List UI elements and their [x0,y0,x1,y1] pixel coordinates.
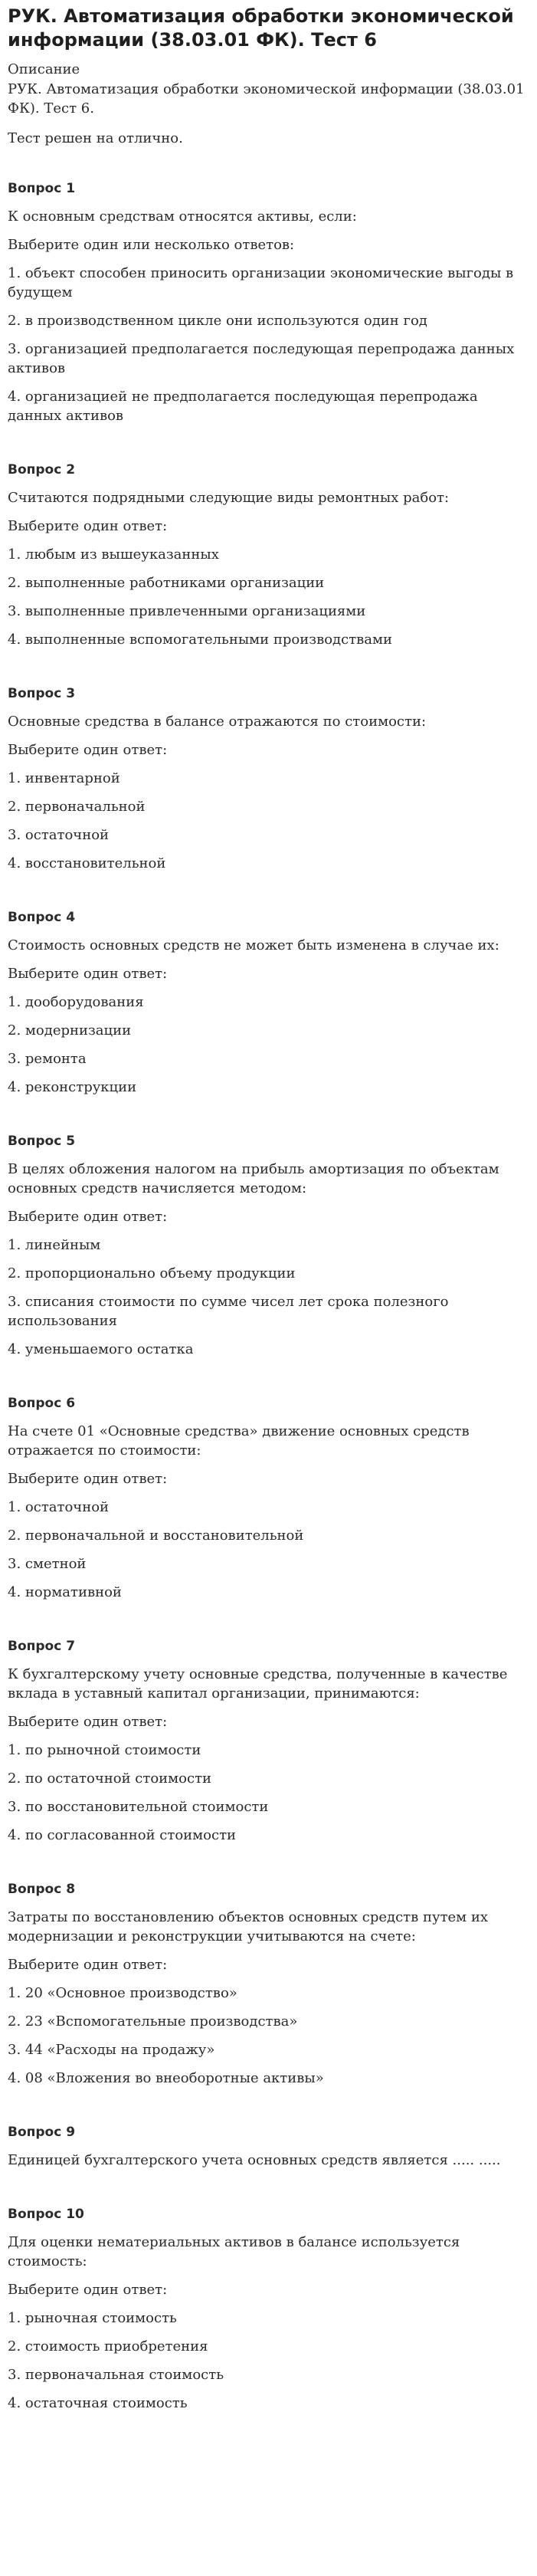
answer-option: 3. ремонта [8,1051,87,1067]
question-text: Стоимость основных средств не может быть изменена в случае их: [8,937,499,953]
question-title: Вопрос 5 [8,1134,76,1149]
question-block [8,908,529,1097]
answer-prompt: Выберите один ответ: [8,742,168,758]
answer-prompt: Выберите один ответ: [8,518,168,534]
answer-option: 4. нормативной [8,1584,122,1600]
answer-option: 4. выполненные вспомогательными производствами [8,632,393,648]
answer-option: 3. выполненные привлеченными организациями [8,603,366,619]
answer-option: 2. первоначальной [8,799,146,815]
answer-option: 3. по восстановительной стоимости [8,1799,269,1815]
question-block [8,2123,529,2170]
page-title: РУК. Автоматизация обработки экономической информации (38.03.01 ФК). Тест 6 [8,5,514,51]
answer-prompt: Выберите один ответ: [8,1471,168,1487]
answer-option: 1. любым из вышеуказанных [8,546,219,563]
description-section [8,60,529,149]
answer-option: 2. стоимость приобретения [8,2338,208,2354]
answer-prompt: Выберите один ответ: [8,1957,168,1973]
question-title: Вопрос 4 [8,910,76,925]
question-title: Вопрос 8 [8,1882,76,1897]
answer-option: 3. списания стоимости по сумме чисел лет срока полезного использования [8,1294,449,1329]
answer-option: 4. реконструкции [8,1079,137,1095]
answer-option: 4. организацией не предполагается последующая перепродажа данных активов [8,389,478,424]
question-block [8,1880,529,2088]
answer-option: 2. выполненные работниками организации [8,575,325,591]
answer-option: 1. линейным [8,1237,101,1253]
question-text: К бухгалтерскому учету основные средства, полученные в качестве вклада в уставный капитал организации, принимаются: [8,1666,508,1701]
answer-option: 1. по рыночной стоимости [8,1742,201,1758]
answer-option: 4. 08 «Вложения во внеоборотные активы» [8,2070,324,2086]
description-text: РУК. Автоматизация обработки экономической информации (38.03.01 ФК). Тест 6. [8,81,525,116]
answer-option: 3. организацией предполагается последующая перепродажа данных активов [8,341,515,376]
answer-option: 3. сметной [8,1556,87,1572]
question-text: Считаются подрядными следующие виды ремонтных работ: [8,490,450,506]
answer-option: 1. дооборудования [8,994,144,1010]
questions-list [8,179,529,2413]
question-block [8,1637,529,1845]
question-title: Вопрос 10 [8,2207,84,2222]
answer-option: 4. остаточная стоимость [8,2395,188,2411]
answer-option: 1. 20 «Основное производство» [8,1985,237,2001]
answer-prompt: Выберите один ответ: [8,1209,168,1225]
question-text: К основным средствам относятся активы, если: [8,208,357,225]
answer-option: 2. модернизации [8,1022,132,1039]
question-title: Вопрос 2 [8,462,76,477]
answer-prompt: Выберите один или несколько ответов: [8,237,295,253]
question-block [8,684,529,873]
answer-option: 2. по остаточной стоимости [8,1770,212,1787]
question-title: Вопрос 9 [8,2125,76,2140]
answer-option: 4. уменьшаемого остатка [8,1341,194,1357]
answer-option: 4. восстановительной [8,855,166,871]
answer-option: 4. по согласованной стоимости [8,1827,237,1843]
answer-option: 1. рыночная стоимость [8,2310,177,2326]
question-block [8,2205,529,2413]
answer-option: 2. первоначальной и восстановительной [8,1528,304,1544]
answer-option: 1. инвентарной [8,770,120,786]
question-block [8,179,529,425]
question-title: Вопрос 6 [8,1396,76,1411]
question-text: Основные средства в балансе отражаются по стоимости: [8,714,427,730]
answer-option: 3. остаточной [8,827,110,843]
question-text: Затраты по восстановлению объектов основных средств путем их модернизации и реконструкции учитываются на счете: [8,1909,489,1944]
question-block [8,461,529,649]
question-block [8,1132,529,1359]
question-title: Вопрос 1 [8,181,76,196]
question-title: Вопрос 7 [8,1639,76,1654]
question-text: Единицей бухгалтерского учета основных средств является ..... ..... [8,2152,501,2168]
answer-option: 2. 23 «Вспомогательные производства» [8,2013,298,2030]
answer-option: 1. остаточной [8,1499,110,1515]
test-verdict: Тест решен на отлично. [8,130,183,146]
answer-option: 3. первоначальная стоимость [8,2367,224,2383]
question-title: Вопрос 3 [8,686,76,701]
question-text: В целях обложения налогом на прибыль амортизация по объектам основных средств начисляется методом: [8,1161,499,1196]
answer-option: 2. в производственном цикле они используются один год [8,313,427,329]
answer-option: 2. пропорционально объему продукции [8,1265,296,1281]
question-text: Для оценки нематериальных активов в балансе используется стоимость: [8,2234,460,2269]
description-heading: Описание [8,61,80,77]
answer-prompt: Выберите один ответ: [8,966,168,982]
question-block [8,1394,529,1602]
answer-prompt: Выберите один ответ: [8,1714,168,1730]
question-text: На счете 01 «Основные средства» движение основных средств отражается по стоимости: [8,1423,470,1459]
answer-option: 1. объект способен приносить организации экономические выгоды в будущем [8,265,514,300]
answer-prompt: Выберите один ответ: [8,2282,168,2298]
answer-option: 3. 44 «Расходы на продажу» [8,2042,215,2058]
